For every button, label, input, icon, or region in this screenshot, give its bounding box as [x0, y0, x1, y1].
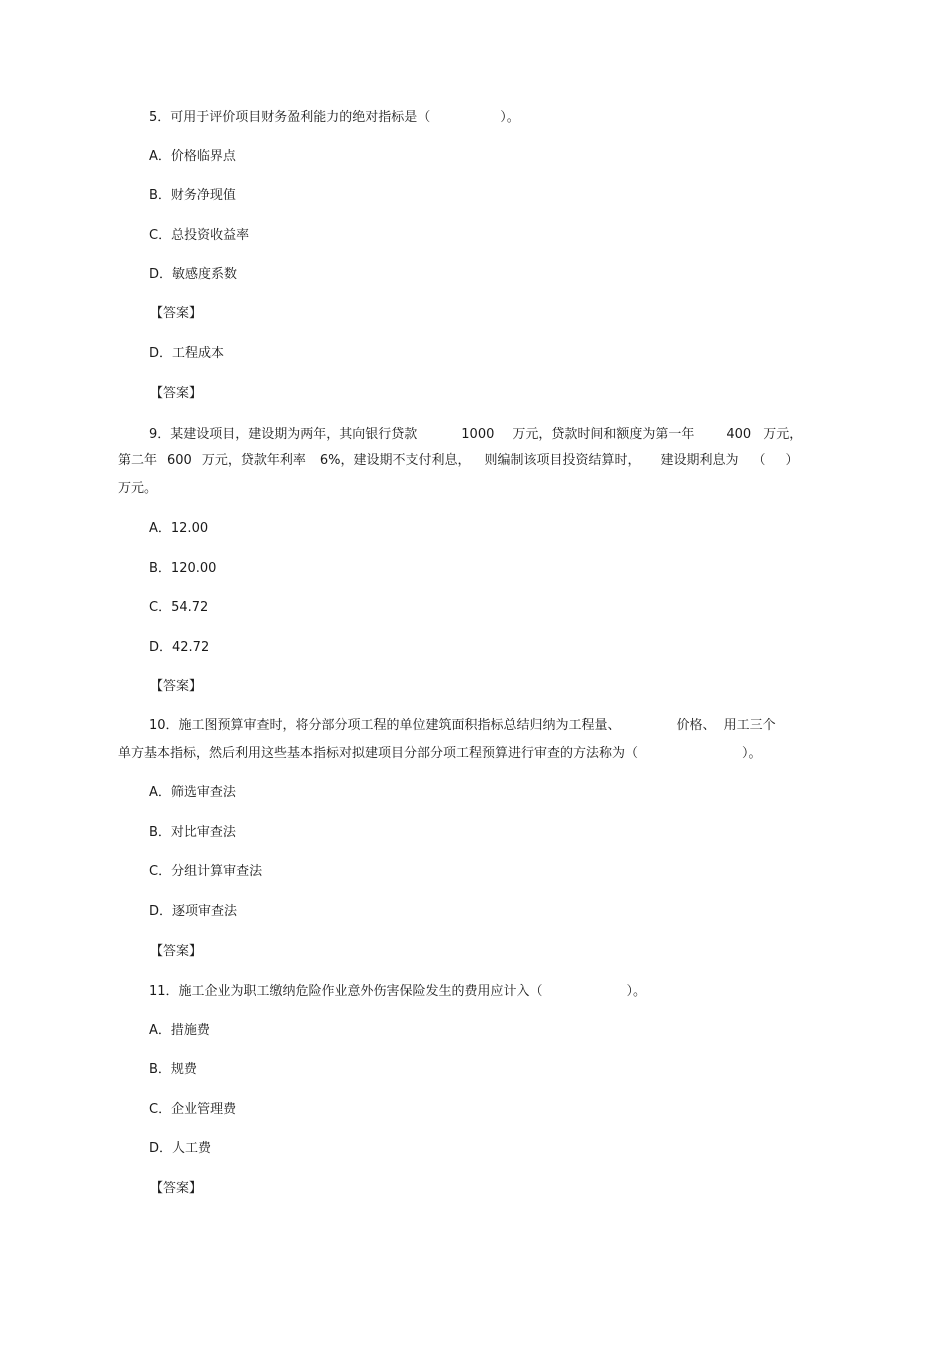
q9-l2-a: 第二年	[118, 453, 158, 468]
q9-l2-paren-close: ）	[785, 453, 799, 468]
question-9-option-c: C．54.72	[149, 600, 209, 615]
q11-stem-text: 11．施工企业为职工缴纳危险作业意外伤害保险发生的费用应计入（	[149, 984, 543, 999]
q10-l1-a: 10．施工图预算审查时，将分部分项工程的单位建筑面积指标总结归纳为工程量、	[149, 718, 621, 733]
q9-second-year-amount: 600	[167, 453, 192, 468]
q9-l1-text: 9．某建设项目，建设期为两年，其向银行贷款	[149, 427, 418, 442]
question-11-option-b: B．规费	[149, 1062, 197, 1077]
question-11-stem	[149, 983, 646, 1001]
question-10-option-a: A．筛选审查法	[149, 785, 236, 800]
q9-l2-paren-open: （	[752, 453, 766, 468]
question-5-stem	[149, 109, 520, 127]
question-11-answer-label: 【答案】	[150, 1181, 203, 1196]
question-5-option-a: A．价格临界点	[149, 149, 236, 164]
q10-l1-c: 用工三个	[723, 718, 776, 733]
question-5-option-d: D．敏感度系数	[149, 267, 238, 282]
q9-interest-rate: 6%	[319, 453, 341, 468]
question-10-stem-line-1	[149, 717, 776, 735]
q10-l1-b: 价格、	[676, 718, 716, 733]
question-5-answer-label: 【答案】	[150, 306, 203, 321]
question-11-option-c: C．企业管理费	[149, 1102, 237, 1117]
question-10-option-d: D．逐项审查法	[149, 904, 238, 919]
q10-l2-a: 单方基本指标，然后利用这些基本指标对拟建项目分部分项工程预算进行审查的方法称为（	[118, 746, 639, 761]
question-9-option-a: A．12.00	[149, 521, 209, 536]
question-5-stem-end: ）。	[500, 110, 520, 125]
question-10-option-c: C．分组计算审查法	[149, 864, 263, 879]
question-9-stem-line-3: 万元。	[118, 481, 158, 496]
stray-option-d: D．工程成本	[149, 346, 225, 361]
question-9-option-b: B．120.00	[149, 561, 217, 576]
q9-l2-g: 建设期利息为	[660, 453, 739, 468]
question-5-option-c: C．总投资收益率	[149, 228, 250, 243]
q9-first-year-amount: 400	[726, 427, 752, 442]
q9-l2-e: ，建设期不支付利息，	[340, 453, 471, 468]
question-5-option-b: B．财务净现值	[149, 188, 236, 203]
q9-l1-mid: 万元，贷款时间和额度为第一年	[512, 427, 695, 442]
question-9-option-d: D．42.72	[149, 640, 210, 655]
q9-loan-amount: 1000	[461, 427, 495, 442]
q9-l1-end: 万元，	[763, 427, 803, 442]
question-11-option-a: A．措施费	[149, 1023, 210, 1038]
question-5-stem-text: 5．可用于评价项目财务盈利能力的绝对指标是（	[149, 110, 431, 125]
question-10-stem-line-2	[118, 745, 762, 763]
question-10-option-b: B．对比审查法	[149, 825, 236, 840]
question-10-answer-label: 【答案】	[150, 944, 203, 959]
q11-stem-end: ）。	[626, 984, 647, 999]
q9-l2-f: 则编制该项目投资结算时，	[484, 453, 641, 468]
q10-l2-b: ）。	[742, 746, 762, 761]
question-11-option-d: D．人工费	[149, 1141, 212, 1156]
stray-answer-label: 【答案】	[150, 386, 203, 401]
question-9-stem-line-2	[118, 452, 799, 470]
question-9-answer-label: 【答案】	[150, 679, 203, 694]
q9-l2-c: 万元，贷款年利率	[201, 453, 306, 468]
question-9-stem-line-1	[149, 426, 802, 444]
